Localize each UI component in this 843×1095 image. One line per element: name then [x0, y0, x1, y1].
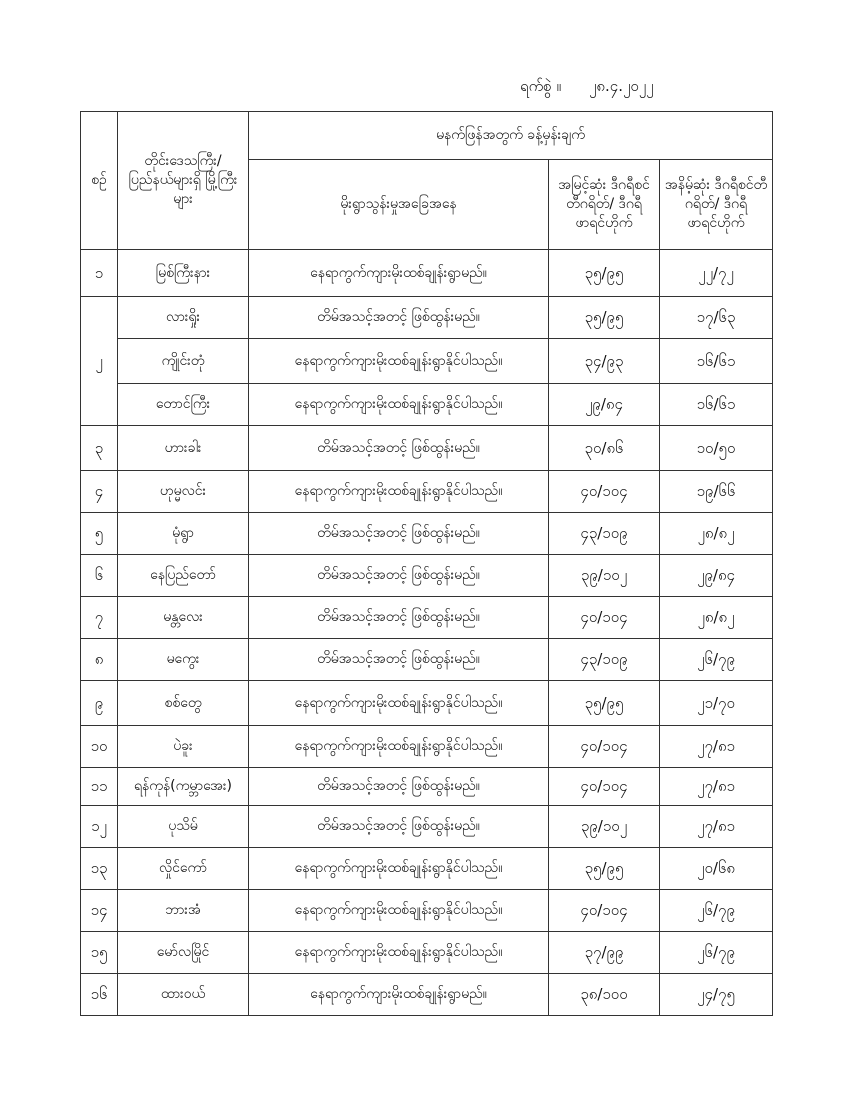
city-cell: လားရှိုး [118, 297, 249, 339]
max-temp-cell: ၃၇/၉၉ [549, 932, 660, 974]
condition-cell: နေရာကွက်ကျားမိုးထစ်ချုန်းရွာနိုင်ပါသည်။ [249, 726, 549, 768]
col-header-no: စဉ် [81, 112, 118, 250]
min-temp-cell: ၂၇/၈၁ [660, 726, 773, 768]
col-header-min-temp: အနိမ့်ဆုံး ဒီဂရီစင်တီဂရိတ်/ ဒီဂရီဖာရင်ဟိုက် [660, 160, 773, 250]
row-number: ၁ [81, 250, 118, 297]
max-temp-cell: ၄၀/၁၀၄ [549, 471, 660, 513]
min-temp-cell: ၂၉/၈၄ [660, 555, 773, 597]
condition-cell: တိမ်အသင့်အတင့် ဖြစ်ထွန်းမည်။ [249, 768, 549, 806]
city-cell: မန္တလေး [118, 597, 249, 639]
table-row [81, 974, 773, 1016]
row-number: ၇ [81, 597, 118, 639]
row-number: ၈ [81, 639, 118, 681]
table-row [81, 681, 773, 726]
col-header-max-temp: အမြင့်ဆုံး ဒီဂရီစင်တီဂရိတ်/ ဒီဂရီဖာရင်ဟိုက် [549, 160, 660, 250]
condition-cell: တိမ်အသင့်အတင့် ဖြစ်ထွန်းမည်။ [249, 555, 549, 597]
row-number: ၁၁ [81, 768, 118, 806]
min-temp-cell: ၁၆/၆၁ [660, 339, 773, 384]
min-temp-cell: ၁၆/၆၁ [660, 384, 773, 426]
col-header-condition: မိုးရွာသွန်းမှုအခြေအနေ [249, 160, 549, 250]
col-header-city: တိုင်းဒေသကြီး/ ပြည်နယ်များရှိ မြို့ကြီးများ [118, 112, 249, 250]
row-number: ၂ [81, 297, 118, 426]
row-number: ၁၃ [81, 848, 118, 890]
row-number: ၁၆ [81, 974, 118, 1016]
condition-cell: နေရာကွက်ကျားမိုးထစ်ချုန်းရွာမည်။ [249, 250, 549, 297]
table-row [81, 806, 773, 848]
table-row [81, 513, 773, 555]
table-row [81, 471, 773, 513]
min-temp-cell: ၁၀/၅၀ [660, 426, 773, 471]
min-temp-cell: ၁၉/၆၆ [660, 471, 773, 513]
city-cell: လှိုင်ကော် [118, 848, 249, 890]
city-cell: နေပြည်တော် [118, 555, 249, 597]
max-temp-cell: ၃၅/၉၅ [549, 250, 660, 297]
max-temp-cell: ၄၀/၁၀၄ [549, 597, 660, 639]
table-row [81, 555, 773, 597]
max-temp-cell: ၄၃/၁၀၉ [549, 513, 660, 555]
max-temp-cell: ၃၅/၉၅ [549, 848, 660, 890]
city-cell: ဟုမ္မလင်း [118, 471, 249, 513]
max-temp-cell: ၄၀/၁၀၄ [549, 726, 660, 768]
max-temp-cell: ၄၃/၁၀၉ [549, 639, 660, 681]
condition-cell: နေရာကွက်ကျားမိုးထစ်ချုန်းရွာနိုင်ပါသည်။ [249, 339, 549, 384]
condition-cell: နေရာကွက်ကျားမိုးထစ်ချုန်းရွာနိုင်ပါသည်။ [249, 848, 549, 890]
city-cell: စစ်တွေ [118, 681, 249, 726]
forecast-table [80, 111, 773, 1016]
condition-cell: တိမ်အသင့်အတင့် ဖြစ်ထွန်းမည်။ [249, 597, 549, 639]
table-row [81, 384, 773, 426]
max-temp-cell: ၃၉/၁၀၂ [549, 555, 660, 597]
table-row [81, 848, 773, 890]
row-number: ၃ [81, 426, 118, 471]
min-temp-cell: ၂၁/၇၀ [660, 681, 773, 726]
min-temp-cell: ၂၇/၈၁ [660, 806, 773, 848]
forecast-rows [81, 250, 773, 1016]
row-number: ၁၂ [81, 806, 118, 848]
table-row [81, 932, 773, 974]
city-cell: တောင်ကြီး [118, 384, 249, 426]
city-cell: မုံရွာ [118, 513, 249, 555]
row-number: ၁၀ [81, 726, 118, 768]
min-temp-cell: ၂၀/၆၈ [660, 848, 773, 890]
condition-cell: နေရာကွက်ကျားမိုးထစ်ချုန်းရွာနိုင်ပါသည်။ [249, 471, 549, 513]
table-row [81, 339, 773, 384]
min-temp-cell: ၁၇/၆၃ [660, 297, 773, 339]
condition-cell: တိမ်အသင့်အတင့် ဖြစ်ထွန်းမည်။ [249, 513, 549, 555]
max-temp-cell: ၃၅/၉၅ [549, 297, 660, 339]
min-temp-cell: ၂၆/၇၉ [660, 890, 773, 932]
condition-cell: တိမ်အသင့်အတင့် ဖြစ်ထွန်းမည်။ [249, 426, 549, 471]
max-temp-cell: ၃၄/၉၃ [549, 339, 660, 384]
group-header-forecast: မနက်ဖြန်အတွက် ခန့်မှန်းချက် [249, 112, 773, 160]
row-number: ၁၅ [81, 932, 118, 974]
condition-cell: နေရာကွက်ကျားမိုးထစ်ချုန်းရွာမည်။ [249, 974, 549, 1016]
min-temp-cell: ၂၆/၇၉ [660, 639, 773, 681]
city-cell: ရန်ကုန်(ကမ္ဘာအေး) [118, 768, 249, 806]
max-temp-cell: ၃၅/၉၅ [549, 681, 660, 726]
city-cell: မော်လမြိုင် [118, 932, 249, 974]
city-cell: ကျိုင်းတုံ [118, 339, 249, 384]
min-temp-cell: ၂၇/၈၁ [660, 768, 773, 806]
city-cell: ဟားခါး [118, 426, 249, 471]
row-number: ၁၄ [81, 890, 118, 932]
city-cell: ဘားအံ [118, 890, 249, 932]
condition-cell: နေရာကွက်ကျားမိုးထစ်ချုန်းရွာနိုင်ပါသည်။ [249, 384, 549, 426]
city-cell: ပုသိမ် [118, 806, 249, 848]
table-row [81, 639, 773, 681]
min-temp-cell: ၂၈/၈၂ [660, 597, 773, 639]
condition-cell: နေရာကွက်ကျားမိုးထစ်ချုန်းရွာနိုင်ပါသည်။ [249, 681, 549, 726]
row-number: ၅ [81, 513, 118, 555]
condition-cell: တိမ်အသင့်အတင့် ဖြစ်ထွန်းမည်။ [249, 806, 549, 848]
max-temp-cell: ၂၉/၈၄ [549, 384, 660, 426]
min-temp-cell: ၂၆/၇၉ [660, 932, 773, 974]
max-temp-cell: ၃၉/၁၀၂ [549, 806, 660, 848]
table-row [81, 768, 773, 806]
city-cell: ထားဝယ် [118, 974, 249, 1016]
condition-cell: တိမ်အသင့်အတင့် ဖြစ်ထွန်းမည်။ [249, 639, 549, 681]
condition-cell: တိမ်အသင့်အတင့် ဖြစ်ထွန်းမည်။ [249, 297, 549, 339]
table-row [81, 890, 773, 932]
min-temp-cell: ၂၈/၈၂ [660, 513, 773, 555]
city-cell: မြစ်ကြီးနား [118, 250, 249, 297]
condition-cell: နေရာကွက်ကျားမိုးထစ်ချုန်းရွာနိုင်ပါသည်။ [249, 932, 549, 974]
table-row [81, 426, 773, 471]
city-cell: မကွေး [118, 639, 249, 681]
date-label: ရက်စွဲ ။ [520, 77, 562, 95]
row-number: ၉ [81, 681, 118, 726]
table-row [81, 597, 773, 639]
row-number: ၆ [81, 555, 118, 597]
city-cell: ပဲခူး [118, 726, 249, 768]
min-temp-cell: ၂၄/၇၅ [660, 974, 773, 1016]
max-temp-cell: ၃၈/၁၀၀ [549, 974, 660, 1016]
max-temp-cell: ၄၀/၁၀၄ [549, 768, 660, 806]
table-row [81, 297, 773, 339]
date-value: ၂၈.၄.၂၀၂၂ [589, 77, 654, 95]
min-temp-cell: ၂၂/၇၂ [660, 250, 773, 297]
table-row [81, 250, 773, 297]
max-temp-cell: ၃၀/၈၆ [549, 426, 660, 471]
date-line [520, 74, 760, 102]
row-number: ၄ [81, 471, 118, 513]
max-temp-cell: ၄၀/၁၀၄ [549, 890, 660, 932]
condition-cell: နေရာကွက်ကျားမိုးထစ်ချုန်းရွာနိုင်ပါသည်။ [249, 890, 549, 932]
table-row [81, 726, 773, 768]
